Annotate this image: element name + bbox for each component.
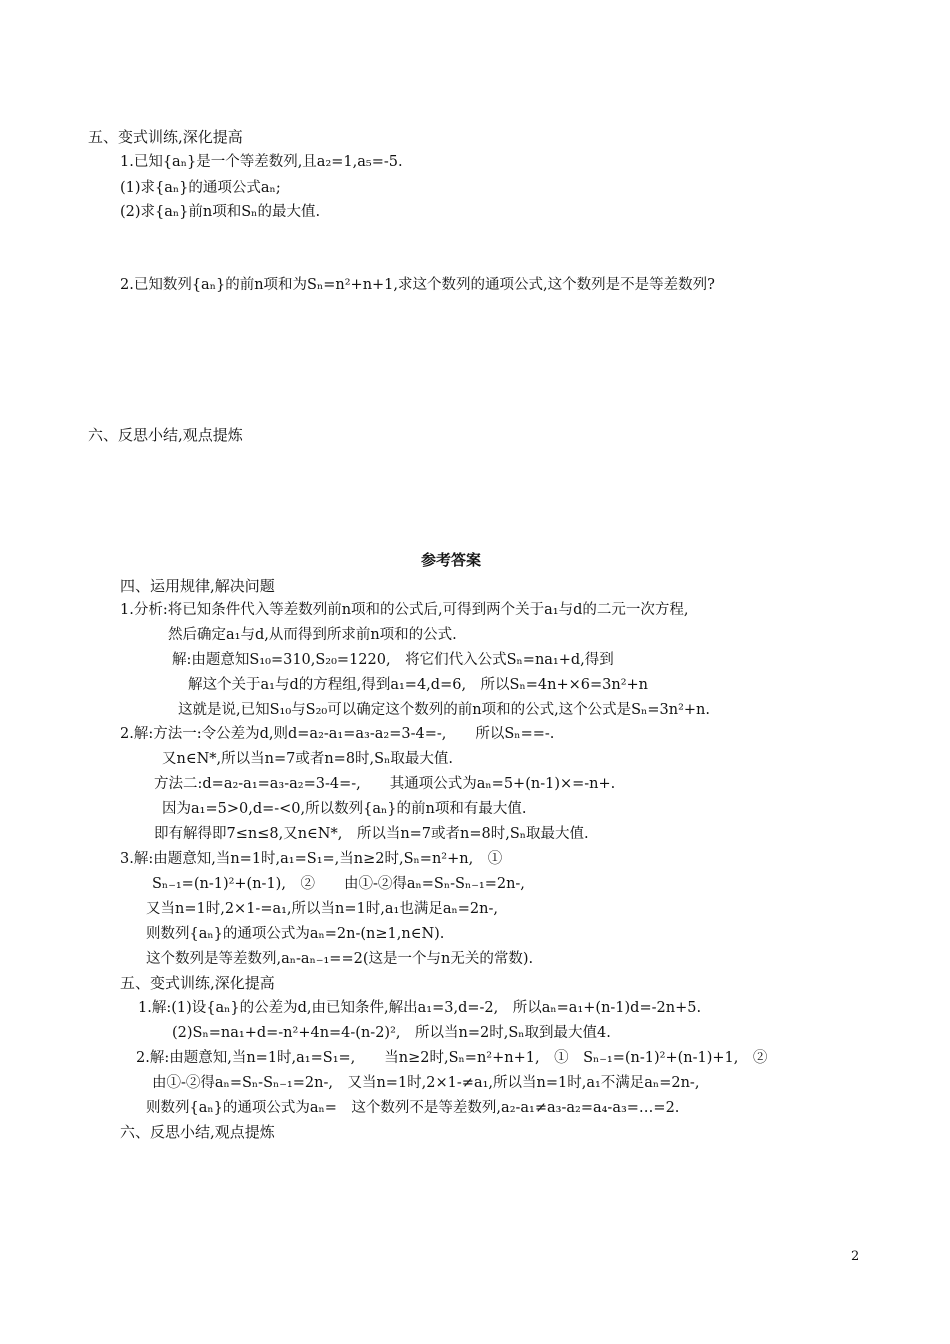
answers-part-4-heading: 四、运用规律,解决问题 — [120, 577, 275, 595]
answers-part-5-heading: 五、变式训练,深化提高 — [120, 974, 275, 992]
answer-3-line: 则数列{aₙ}的通项公式为aₙ=2n-(n≥1,n∈N). — [146, 926, 445, 942]
question-2: 2.已知数列{aₙ}的前n项和为Sₙ=n²+n+1,求这个数列的通项公式,这个数列是不是等差数列? — [120, 277, 715, 293]
answer-3-line: 又当n=1时,2×1-=a₁,所以当n=1时,a₁也满足aₙ=2n-, — [146, 901, 498, 917]
answer-5-2-line: 则数列{aₙ}的通项公式为aₙ= 这个数列不是等差数列,a₂-a₁≠a₃-a₂=a₄-a₃=…=2. — [146, 1100, 680, 1116]
answers-part-6-heading: 六、反思小结,观点提炼 — [120, 1123, 275, 1141]
answer-1-line: 解这个关于a₁与d的方程组,得到a₁=4,d=6, 所以Sₙ=4n+×6=3n²+n — [188, 677, 649, 693]
answer-5-1-line: 1.解:(1)设{aₙ}的公差为d,由已知条件,解出a₁=3,d=-2, 所以aₙ=a₁+(n-1)d=-2n+5. — [138, 1000, 702, 1016]
answer-3-line: 3.解:由题意知,当n=1时,a₁=S₁=,当n≥2时,Sₙ=n²+n, ① — [120, 851, 503, 867]
answer-3-line: 这个数列是等差数列,aₙ-aₙ₋₁==2(这是一个与n无关的常数). — [146, 951, 534, 967]
question-1-stem: 1.已知{aₙ}是一个等差数列,且a₂=1,a₅=-5. — [120, 154, 403, 170]
question-1-part-2: (2)求{aₙ}前n项和Sₙ的最大值. — [120, 204, 321, 220]
answer-2-line: 2.解:方法一:令公差为d,则d=a₂-a₁=a₃-a₂=3-4=-, 所以Sₙ==-. — [120, 726, 555, 742]
section-6-heading: 六、反思小结,观点提炼 — [88, 426, 243, 444]
answer-5-2-line: 由①-②得aₙ=Sₙ-Sₙ₋₁=2n-, 又当n=1时,2×1-≠a₁,所以当n=1时,a₁不满足aₙ=2n-, — [152, 1075, 700, 1091]
answer-2-line: 又n∈N*,所以当n=7或者n=8时,Sₙ取最大值. — [162, 751, 453, 767]
section-5-heading: 五、变式训练,深化提高 — [88, 128, 243, 146]
answer-5-2-line: 2.解:由题意知,当n=1时,a₁=S₁=, 当n≥2时,Sₙ=n²+n+1, ① Sₙ₋₁=(n-1)²+(n-1)+1, ② — [136, 1050, 768, 1066]
answer-2-line: 即有解得即7≤n≤8,又n∈N*, 所以当n=7或者n=8时,Sₙ取最大值. — [154, 826, 589, 842]
answers-title: 参考答案 — [421, 551, 482, 569]
answer-1-line: 解:由题意知S₁₀=310,S₂₀=1220, 将它们代入公式Sₙ=na₁+d,得到 — [172, 652, 614, 668]
answer-2-line: 方法二:d=a₂-a₁=a₃-a₂=3-4=-, 其通项公式为aₙ=5+(n-1)×=-n+. — [154, 776, 616, 792]
answer-5-1-line: (2)Sₙ=na₁+d=-n²+4n=4-(n-2)², 所以当n=2时,Sₙ取到最大值4. — [172, 1025, 611, 1041]
answer-1-line: 这就是说,已知S₁₀与S₂₀可以确定这个数列的前n项和的公式,这个公式是Sₙ=3n²+n. — [178, 702, 711, 718]
page-number: 2 — [851, 1249, 860, 1264]
question-1-part-1: (1)求{aₙ}的通项公式aₙ; — [120, 180, 281, 196]
answer-1-line: 然后确定a₁与d,从而得到所求前n项和的公式. — [168, 627, 457, 643]
answer-1-line: 1.分析:将已知条件代入等差数列前n项和的公式后,可得到两个关于a₁与d的二元一次方程, — [120, 602, 689, 618]
answer-3-line: Sₙ₋₁=(n-1)²+(n-1), ② 由①-②得aₙ=Sₙ-Sₙ₋₁=2n-, — [152, 876, 525, 892]
answer-2-line: 因为a₁=5>0,d=-<0,所以数列{aₙ}的前n项和有最大值. — [162, 801, 527, 817]
